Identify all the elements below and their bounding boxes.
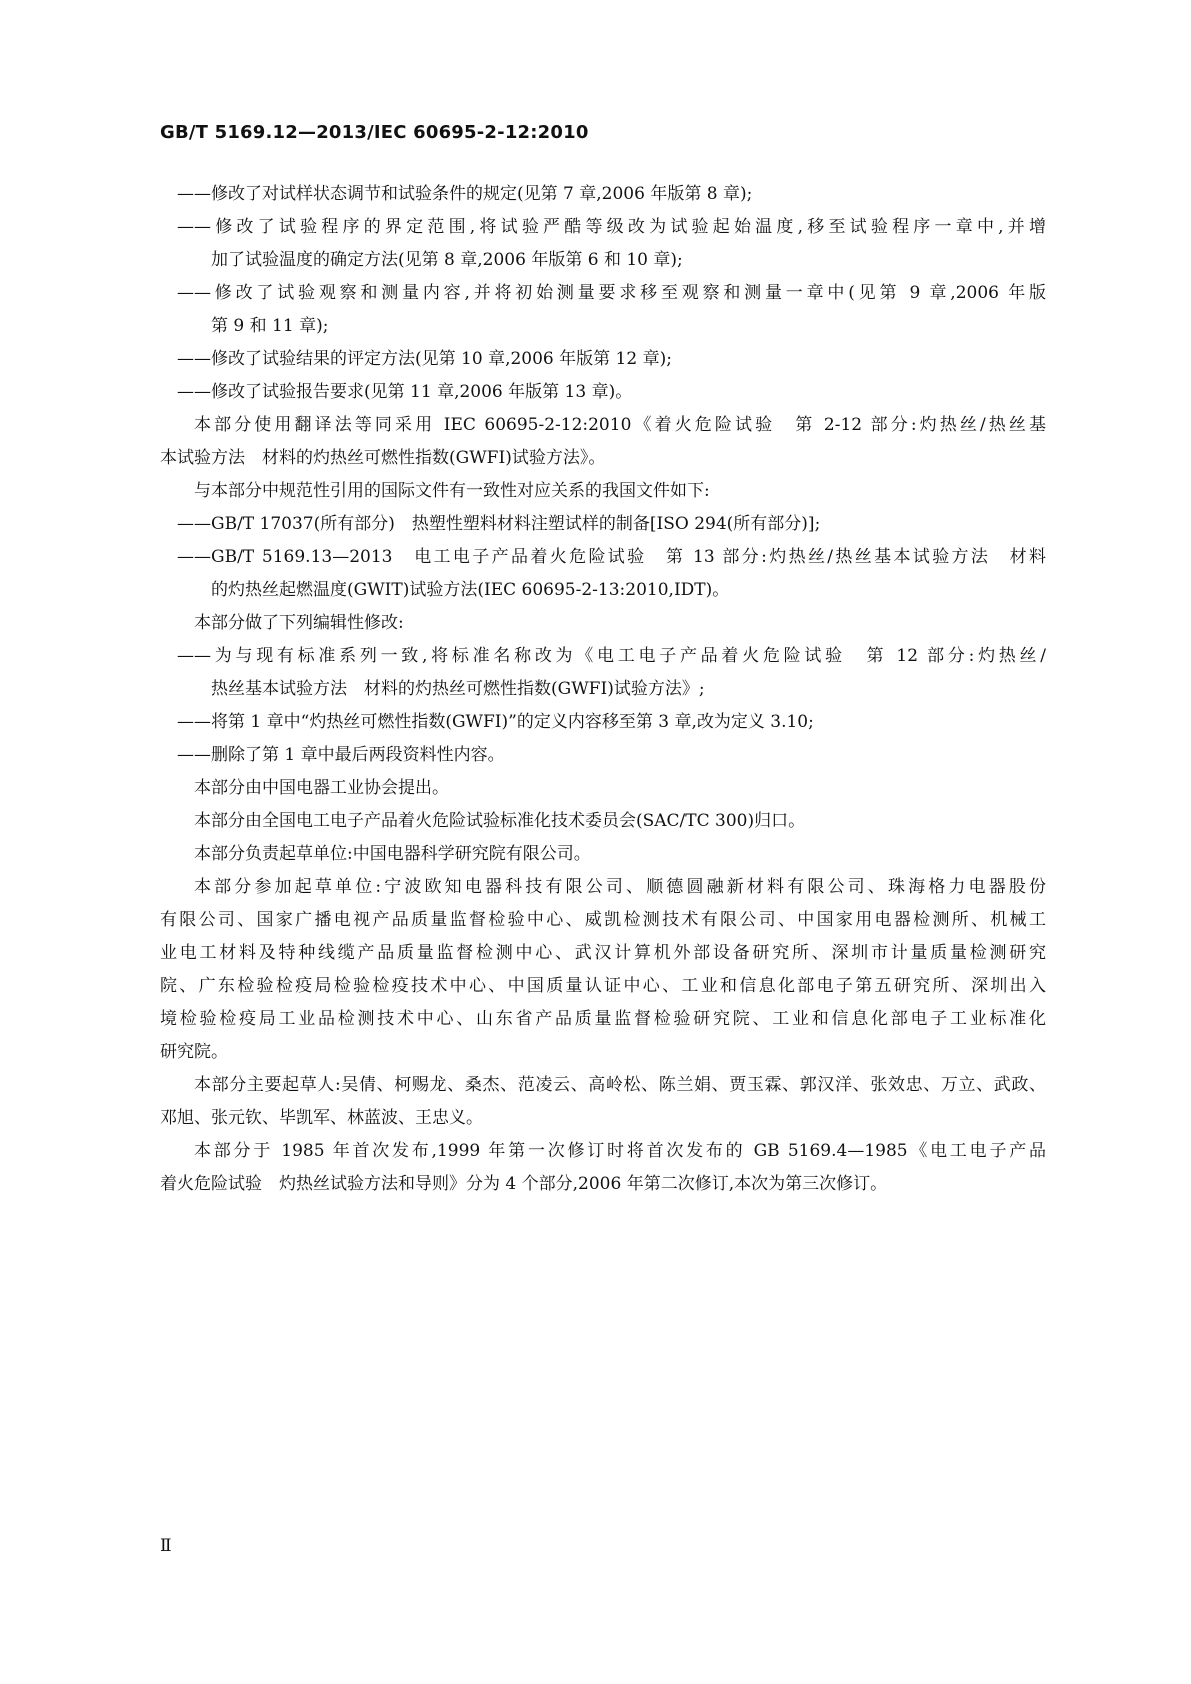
text-line: 热丝基本试验方法 材料的灼热丝可燃性指数(GWFI)试验方法》; — [211, 679, 705, 699]
text-line: 本部分主要起草人:吴倩、柯赐龙、桑杰、范凌云、高岭松、陈兰娟、贾玉霖、郭汉洋、张效忠、万立、武政、 — [194, 1075, 1046, 1095]
text-line: ——修改了试验结果的评定方法(见第 10 章,2006 年版第 12 章); — [177, 349, 672, 369]
text-line: 境检验检疫局工业品检测技术中心、山东省产品质量监督检验研究院、工业和信息化部电子工业标准化 — [160, 1009, 1046, 1029]
page-number: Ⅱ — [160, 1536, 172, 1556]
text-line: ——删除了第 1 章中最后两段资料性内容。 — [177, 745, 505, 765]
text-line: ——为与现有标准系列一致,将标准名称改为《电工电子产品着火危险试验 第 12 部分:灼热丝/ — [177, 646, 1046, 666]
text-line: 着火危险试验 灼热丝试验方法和导则》分为 4 个部分,2006 年第二次修订,本次为第三次修订。 — [160, 1174, 888, 1194]
text-line: 研究院。 — [160, 1042, 228, 1062]
text-line: ——GB/T 5169.13—2013 电工电子产品着火危险试验 第 13 部分:灼热丝/热丝基本试验方法 材料 — [177, 547, 1046, 567]
text-line: 与本部分中规范性引用的国际文件有一致性对应关系的我国文件如下: — [194, 481, 710, 501]
text-line: 院、广东检验检疫局检验检疫技术中心、中国质量认证中心、工业和信息化部电子第五研究所、深圳出入 — [160, 976, 1046, 996]
text-line: 本部分于 1985 年首次发布,1999 年第一次修订时将首次发布的 GB 5169.4—1985《电工电子产品 — [194, 1141, 1046, 1161]
text-line: 本部分参加起草单位:宁波欧知电器科技有限公司、顺德圆融新材料有限公司、珠海格力电器股份 — [194, 877, 1046, 897]
text-line: 本部分做了下列编辑性修改: — [194, 613, 404, 633]
text-line: ——GB/T 17037(所有部分) 热塑性塑料材料注塑试样的制备[ISO 294(所有部分)]; — [177, 514, 821, 534]
text-line: 第 9 和 11 章); — [211, 316, 329, 336]
text-line: 业电工材料及特种线缆产品质量监督检测中心、武汉计算机外部设备研究所、深圳市计量质量检测研究 — [160, 943, 1046, 963]
text-line: ——修改了试验观察和测量内容,并将初始测量要求移至观察和测量一章中(见第 9 章,2006 年版 — [177, 283, 1046, 303]
text-line: ——修改了试验报告要求(见第 11 章,2006 年版第 13 章)。 — [177, 382, 633, 402]
document-body — [160, 178, 1046, 1201]
text-line: 本部分由全国电工电子产品着火危险试验标准化技术委员会(SAC/TC 300)归口。 — [194, 811, 806, 831]
text-line: 有限公司、国家广播电视产品质量监督检验中心、威凯检测技术有限公司、中国家用电器检测所、机械工 — [160, 910, 1046, 930]
text-line: 邓旭、张元钦、毕凯军、林蓝波、王忠义。 — [160, 1108, 483, 1128]
text-line: 的灼热丝起燃温度(GWIT)试验方法(IEC 60695-2-13:2010,IDT)。 — [211, 580, 730, 600]
text-line: 加了试验温度的确定方法(见第 8 章,2006 年版第 6 和 10 章); — [211, 250, 683, 270]
text-line: 本部分使用翻译法等同采用 IEC 60695-2-12:2010《着火危险试验 第 2-12 部分:灼热丝/热丝基 — [194, 415, 1046, 435]
document-header: GB/T 5169.12—2013/IEC 60695-2-12:2010 — [160, 122, 589, 143]
text-line: ——修改了试验程序的界定范围,将试验严酷等级改为试验起始温度,移至试验程序一章中,并增 — [177, 217, 1046, 237]
text-line: 本部分负责起草单位:中国电器科学研究院有限公司。 — [194, 844, 591, 864]
text-line: 本部分由中国电器工业协会提出。 — [194, 778, 449, 798]
text-line: ——将第 1 章中“灼热丝可燃性指数(GWFI)”的定义内容移至第 3 章,改为定义 3.10; — [177, 712, 814, 732]
text-line: ——修改了对试样状态调节和试验条件的规定(见第 7 章,2006 年版第 8 章); — [177, 184, 753, 204]
text-line: 本试验方法 材料的灼热丝可燃性指数(GWFI)试验方法》。 — [160, 448, 606, 468]
